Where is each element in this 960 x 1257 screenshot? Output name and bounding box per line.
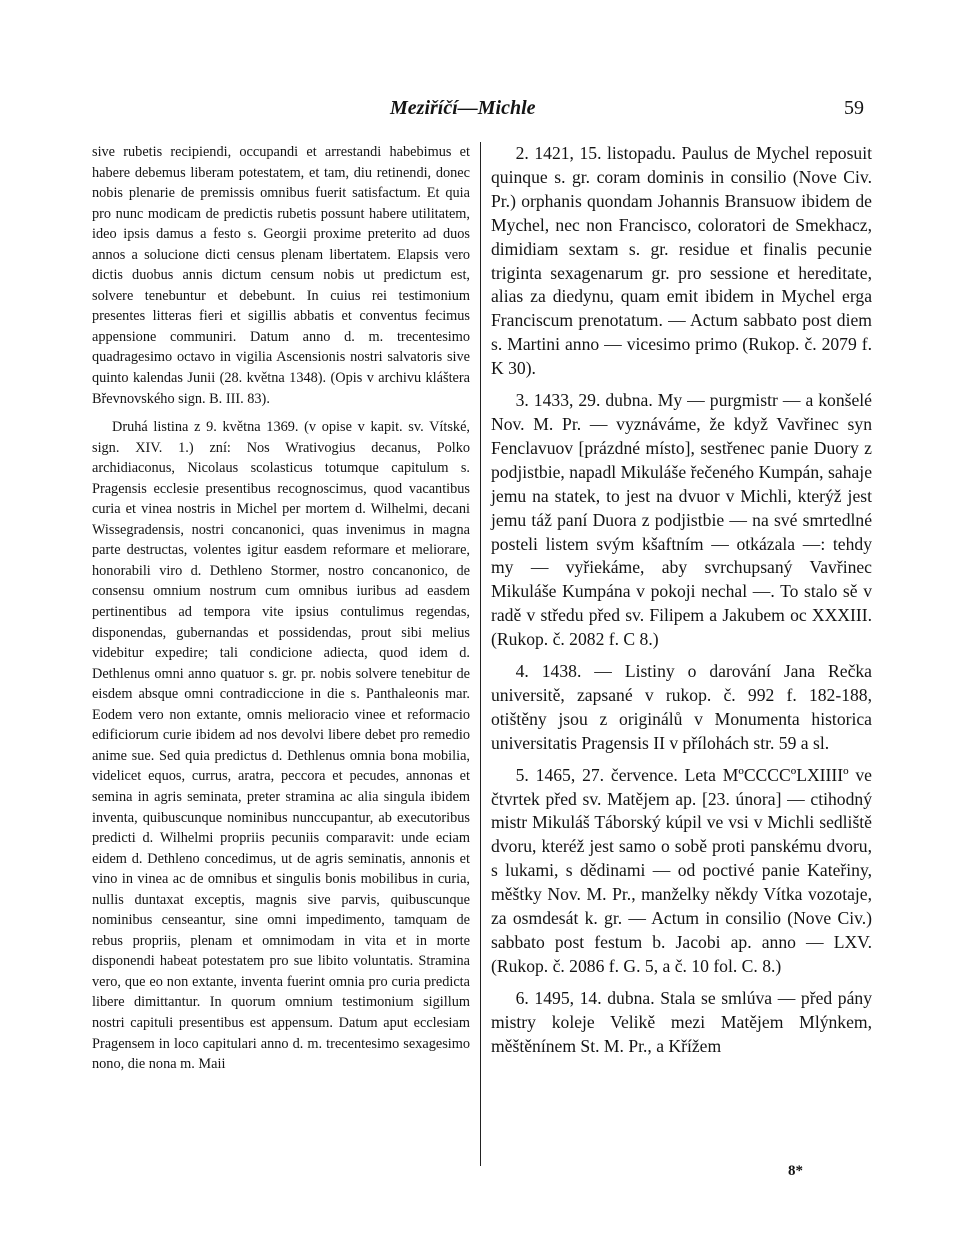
right-paragraph-1: 2. 1421, 15. listopadu. Paulus de Mychel reposuit quinque s. gr. coram dominis in consilio (Nove Civ. Pr.) orphanis quondam Johannis Bransuow ibidem de Mychel, nec non Francisco, coloratori de Smekhacz, dimidiam sextam s. gr. residue et finalis pecunie triginta sexagenarum gr. pro sessione et hereditate, alias za diedynu, quam emit ibidem in Mychel erga Franciscum prenotatum. — Actum sabbato post diem s. Martini anno — vicesimo primo (Rukop. č. 2079 f. K 30). [491,143,872,379]
right-paragraph-4: 5. 1465, 27. července. Leta MºCCCCºLXIIIIº ve čtvrtek před sv. Matějem ap. [23. února] — ctihodný mistr Mikuláš Táborský kúpil ve vsi v Michli sedliště dvoru, kteréž jest samo o sobě proti panskému dvoru, s lukami, s dědinami — od poctivé panie Kateřiny, měštky Nov. M. Pr., manželky někdy Vítka vozotaje, za osmdesát k. gr. — Actum in consilio (Nove Civ.) sabbato post festum b. Jacobi ap. anno — LXV. (Rukop. č. 2086 f. G. 5, a č. 10 fol. C. 8.) [491,764,872,976]
left-column [92,142,470,1075]
right-paragraph-2: 3. 1433, 29. dubna. My — purgmistr — a konšelé Nov. M. Pr. — vyznáváme, že když Vavřinec syn Fenclavuov [prázdné místo], sestřenec panie Duory z podjistbie, napadl Mikuláše řečeného Kumpán, sahaje jemu na statek, to jest na dvuor v Michli, kterýž jest jemu táž paní Duora z podjistbie — na své smrtedlné posteli listem svým kšaftním — otkázala —: tehdy my — vyřiekáme, aby svrchupsaný Vavřinec Mikuláše Kumpána v pokoji nechal —. To stalo sě v radě v středu před sv. Filipem a Jakubem oc XXXIII. (Rukop. č. 2082 f. C 8.) [491,390,872,650]
page-number: 59 [844,97,864,119]
signature-mark: 8* [788,1163,803,1179]
right-paragraph-3: 4. 1438. — Listiny o darování Jana Rečka universitě, zapsané v rukop. č. 992 f. 182-188, otištěny jsou z originálů v Monumenta historica universitatis Pragensis II v přílohách str. 59 a sl. [491,661,872,753]
right-paragraph-5: 6. 1495, 14. dubna. Stala se smlúva — před pány mistry koleje Velikě mezi Matějem Mlýnkem, měštěnínem St. M. Pr., a Křížem [491,987,872,1056]
left-paragraph-1: sive rubetis recipiendi, occupandi et arrestandi habebimus et habere debemus liberam potestatem, et tam, diu retinendi, donec nobis plenarie de premissis omnibus fuerit satisfactum. Et quia pro nunc modicam de predictis rubetis possunt habere utilitatem, ideo ipsis damus a festo s. Georgii proxime preterito ad duos annos a solucione dicti census plenam libertatem. Elapsis vero dictis duobus annis dictum censum nobis ut predictum est, solvere tenebuntur et debebunt. In cuius rei testimonium presentes litteras fieri et sigillis abbatis et conventus fecimus appensione communiri. Datum anno d. m. trecentesimo quadragesimo octavo in vigilia Ascensionis nostri salvatoris sive quinto kalendas Junii (28. května 1348). (Opis v archivu kláštera Břevnovského sign. B. III. 83). [92,144,470,407]
right-column [480,142,872,1166]
page-header [0,97,960,127]
left-paragraph-2: Druhá listina z 9. května 1369. (v opise v kapit. sv. Vítské, sign. XIV. 1.) zní: Nos Wrativogius decanus, Polko archidiaconus, Nicolaus scolasticus totumque capitulum s. Pragensis ecclesie presentibus recognoscimus, quod vacantibus curia et vinea nostris in Michel per mortem d. Wilhelmi, decani Wissegradensis, nostri concanonici, quas invenimus in magna parte destructas, volentes igitur easdem reformare et meliorare, honorabili viro d. Dethleno Stormer, nostro concanonico, de consensu omnium nostrum cum omnibus iuribus ad easdem pertinentibus ad tempora vite ipsius contulimus regendas, disponendas, gubernandas et possidendas, prout sibi melius videbitur expedire; tali condicione adiecta, quod idem d. Dethlenus omni anno quatuor s. gr. pr. nobis solvere tenebitur de eisdem absque omni contradiccione in die s. Panthaleonis mar. Eodem vero non extante, omnis melioracio vinee et reformacio edificiorum curie ibidem ad nos devolvi libere debet pro remedio anime sue. Sed quia predictus d. Dethlenus omnia bona mobilia, videlicet equos, currus, aratra, peccora et pecudes, annonas et semina in agris seminata, preter stramina ac alia singula ibidem inventa, quibuscunque nominibus nunccupantur, ab executoribus predicti d. Wilhelmi propriis pecuniis comparavit: unde eciam eidem d. Dethleno concedimus, ut de agris seminatis, annonis et vino in vinea ac de omnibus et singulis bonis mobilibus in curia, nullis duntaxat exceptis, magnis sive parvis, quibuscunque nominibus censeantur, sine omni impedimento, tamquam de rebus propriis, plenam et omnimodam in vita et in morte disponendi habeat potestatem pro sue libito voluntatis. Stramina vero, que eo non extante, inventa fuerint omnia pro curia predicta libere dimittantur. In quorum omnium testimonium sigillum nostri capituli presentibus est appensum. Datum aput ecclesiam Pragensem in loco capitulari anno d. m. trecentesimo sexagesimo nono, die nona m. Maii [92,419,470,1073]
running-title: Meziříčí—Michle [390,97,536,119]
